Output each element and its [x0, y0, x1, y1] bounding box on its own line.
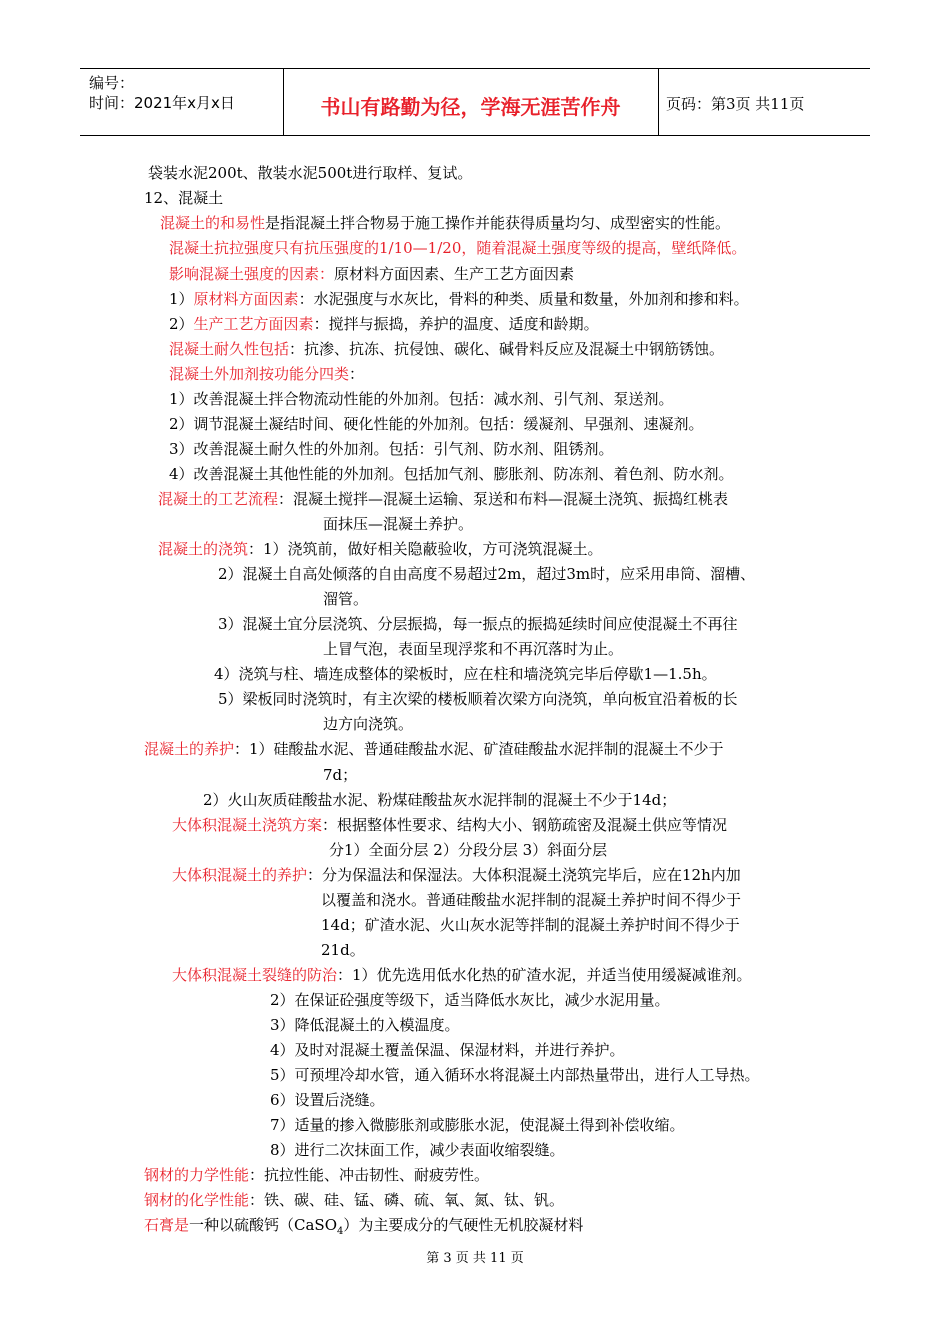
term-highlight: 大体积混凝土的养护	[172, 866, 308, 884]
line-text: ：搅拌与振捣，养护的温度、适度和龄期。	[313, 315, 599, 333]
text-line	[169, 264, 574, 284]
line-text: 2）调节混凝土凝结时间、硬化性能的外加剂。包括：缓凝剂、早强剂、速凝剂。	[169, 415, 704, 433]
line-text: ：根据整体性要求、结构大小、钢筋疏密及混凝土供应等情况	[322, 816, 728, 834]
header-page-number: 页码：第3页 共11页	[666, 95, 805, 113]
document-date-label: 时间：2021年x月x日	[89, 94, 235, 112]
text-line	[169, 439, 614, 459]
header-info-cell	[80, 69, 284, 135]
term-highlight: 钢材的力学性能	[144, 1166, 250, 1184]
text-line	[158, 539, 603, 559]
term-highlight: 影响混凝土强度的因素：	[169, 265, 335, 283]
text-line	[172, 865, 741, 885]
text-line	[169, 238, 746, 258]
line-text: 原材料方面因素、生产工艺方面因素	[334, 265, 575, 283]
line-text: 上冒气泡，表面呈现浮浆和不再沉落时为止。	[323, 640, 624, 658]
term-highlight: 混凝土的养护	[144, 740, 235, 758]
line-text: 5）可预埋冷却水管，通入循环水将混凝土内部热量带出，进行人工导热。	[270, 1066, 760, 1084]
line-text: 7）适量的掺入微膨胀剂或膨胀水泥，使混凝土得到补偿收缩。	[270, 1116, 685, 1134]
term-highlight: 石膏是	[144, 1216, 190, 1234]
line-text: ：抗拉性能、冲击韧性、耐疲劳性。	[249, 1166, 490, 1184]
text-line	[218, 564, 755, 584]
text-line	[172, 965, 752, 985]
text-line	[169, 339, 724, 359]
text-line	[323, 514, 473, 534]
text-line	[169, 389, 674, 409]
text-line	[321, 890, 741, 910]
line-text: 是指混凝土拌合物易于施工操作并能获得质量均匀、成型密实的性能。	[265, 214, 731, 232]
line-text: 6）设置后浇缝。	[270, 1091, 385, 1109]
page-header	[80, 68, 870, 136]
line-text: 1）	[169, 290, 194, 308]
text-line	[144, 1190, 564, 1210]
line-text: ：铁、碳、硅、锰、磷、硫、氧、氮、钛、钒。	[249, 1191, 565, 1209]
line-text: 2）混凝土自高处倾落的自由高度不易超过2m，超过3m时，应采用串筒、溜槽、	[218, 565, 756, 583]
text-line	[169, 414, 704, 434]
term-highlight: 钢材的化学性能	[144, 1191, 250, 1209]
text-line	[323, 639, 623, 659]
text-line	[144, 1215, 583, 1242]
text-line	[203, 790, 676, 810]
line-text: 1）改善混凝土拌合物流动性能的外加剂。包括：减水剂、引气剂、泵送剂。	[169, 390, 674, 408]
text-line	[158, 489, 728, 509]
text-line	[218, 689, 738, 709]
line-text: 7d；	[323, 766, 358, 784]
line-text: ：抗渗、抗冻、抗侵蚀、碳化、碱骨料反应及混凝土中钢筋锈蚀。	[289, 340, 725, 358]
text-line	[270, 1065, 760, 1085]
term-highlight: 混凝土的和易性	[160, 214, 266, 232]
text-line	[270, 1140, 565, 1160]
text-line	[214, 664, 717, 684]
line-text: ：混凝土搅拌—混凝土运输、泵送和布料—混凝土浇筑、振捣红桃表	[278, 490, 729, 508]
line-text: 溜管。	[323, 590, 369, 608]
section-heading	[144, 188, 223, 208]
term-highlight: 生产工艺方面因素	[193, 315, 314, 333]
line-text: 8）进行二次抹面工作，减少表面收缩裂缝。	[270, 1141, 565, 1159]
text-line	[323, 714, 413, 734]
term-highlight: 大体积混凝土浇筑方案	[172, 816, 323, 834]
line-text: ：1）浇筑前，做好相关隐蔽验收，方可浇筑混凝土。	[248, 540, 603, 558]
line-text: ：	[349, 365, 365, 383]
line-text: ）为主要成分的气硬性无机胶凝材料	[343, 1216, 584, 1234]
header-motto-cell	[283, 69, 659, 135]
line-text: ：分为保温法和保湿法。大体积混凝土浇筑完毕后，应在12h内加	[307, 866, 741, 884]
term-highlight: 大体积混凝土裂缝的防治	[172, 966, 338, 984]
line-text: ：1）优先选用低水化热的矿渣水泥，并适当使用缓凝减谁剂。	[337, 966, 752, 984]
line-text: 分1）全面分层 2）分段分层 3）斜面分层	[329, 841, 608, 859]
text-line	[144, 1165, 489, 1185]
line-text: 4）改善混凝土其他性能的外加剂。包括加气剂、膨胀剂、防冻剂、着色剂、防水剂。	[169, 465, 734, 483]
line-text: 面抹压—混凝土养护。	[323, 515, 474, 533]
line-text: ：1）硅酸盐水泥、普通硅酸盐水泥、矿渣硅酸盐水泥拌制的混凝土不少于	[234, 740, 724, 758]
text-line	[321, 915, 740, 935]
line-text: 2）	[169, 315, 194, 333]
text-line	[270, 990, 670, 1010]
line-text: 14d；矿渣水泥、火山灰水泥等拌制的混凝土养护时间不得少于	[321, 916, 740, 934]
line-text: 4）浇筑与柱、墙连成整体的梁板时，应在柱和墙浇筑完毕后停歇1—1.5h。	[214, 665, 717, 683]
term-highlight: 混凝土耐久性包括	[169, 340, 290, 358]
line-text: 3）改善混凝土耐久性的外加剂。包括：引气剂、防水剂、阻锈剂。	[169, 440, 614, 458]
term-highlight: 混凝土外加剂按功能分四类	[169, 365, 350, 383]
line-text: 2）火山灰质硅酸盐水泥、粉煤硅酸盐灰水泥拌制的混凝土不少于14d；	[203, 791, 677, 809]
text-line	[169, 464, 734, 484]
line-text: 4）及时对混凝土覆盖保温、保湿材料，并进行养护。	[270, 1041, 625, 1059]
text-line	[270, 1115, 685, 1135]
term-highlight: 原材料方面因素	[193, 290, 299, 308]
line-text: 以覆盖和浇水。普通硅酸盐水泥拌制的混凝土养护时间不得少于	[321, 891, 742, 909]
page-footer: 第 3 页 共 11 页	[426, 1251, 524, 1266]
term-highlight: 混凝土的浇筑	[158, 540, 249, 558]
text-line	[323, 765, 357, 785]
text-line	[160, 213, 730, 233]
text-line	[323, 589, 368, 609]
text-line	[172, 815, 727, 835]
line-text: 21d。	[321, 941, 365, 959]
header-page-cell	[658, 69, 870, 135]
text-line	[270, 1090, 385, 1110]
line-text: 3）混凝土宜分层浇筑、分层振捣，每一振点的振捣延续时间应使混凝土不再往	[218, 615, 738, 633]
line-text: 3）降低混凝土的入模温度。	[270, 1016, 460, 1034]
text-line	[144, 739, 724, 759]
line-text: 边方向浇筑。	[323, 715, 414, 733]
text-line	[270, 1040, 625, 1060]
line-text: 一种以硫酸钙（CaSO	[189, 1216, 338, 1234]
text-line	[169, 289, 749, 309]
text-line	[169, 314, 599, 334]
term-highlight: 混凝土抗拉强度只有抗压强度的1/10—1/20，随着混凝土强度等级的提高，壁纸降低。	[169, 239, 747, 257]
text-line	[321, 940, 365, 960]
line-text: 12、混凝土	[144, 189, 224, 207]
line-text: 5）梁板同时浇筑时，有主次梁的楼板顺着次梁方向浇筑，单向板宜沿着板的长	[218, 690, 738, 708]
line-text: 袋装水泥200t、散装水泥500t进行取样、复试。	[148, 164, 473, 182]
text-line	[270, 1015, 460, 1035]
text-line	[148, 163, 472, 183]
header-motto: 书山有路勤为径，学海无涯苦作舟	[320, 95, 621, 119]
line-text: ：水泥强度与水灰比，骨料的种类、质量和数量，外加剂和掺和料。	[298, 290, 749, 308]
document-number-label: 编号：	[89, 74, 135, 92]
text-line	[218, 614, 738, 634]
text-line	[329, 840, 607, 860]
line-text: 2）在保证砼强度等级下，适当降低水灰比，减少水泥用量。	[270, 991, 670, 1009]
text-line	[169, 364, 364, 384]
term-highlight: 混凝土的工艺流程	[158, 490, 279, 508]
formula-subscript: 4	[337, 1226, 344, 1237]
